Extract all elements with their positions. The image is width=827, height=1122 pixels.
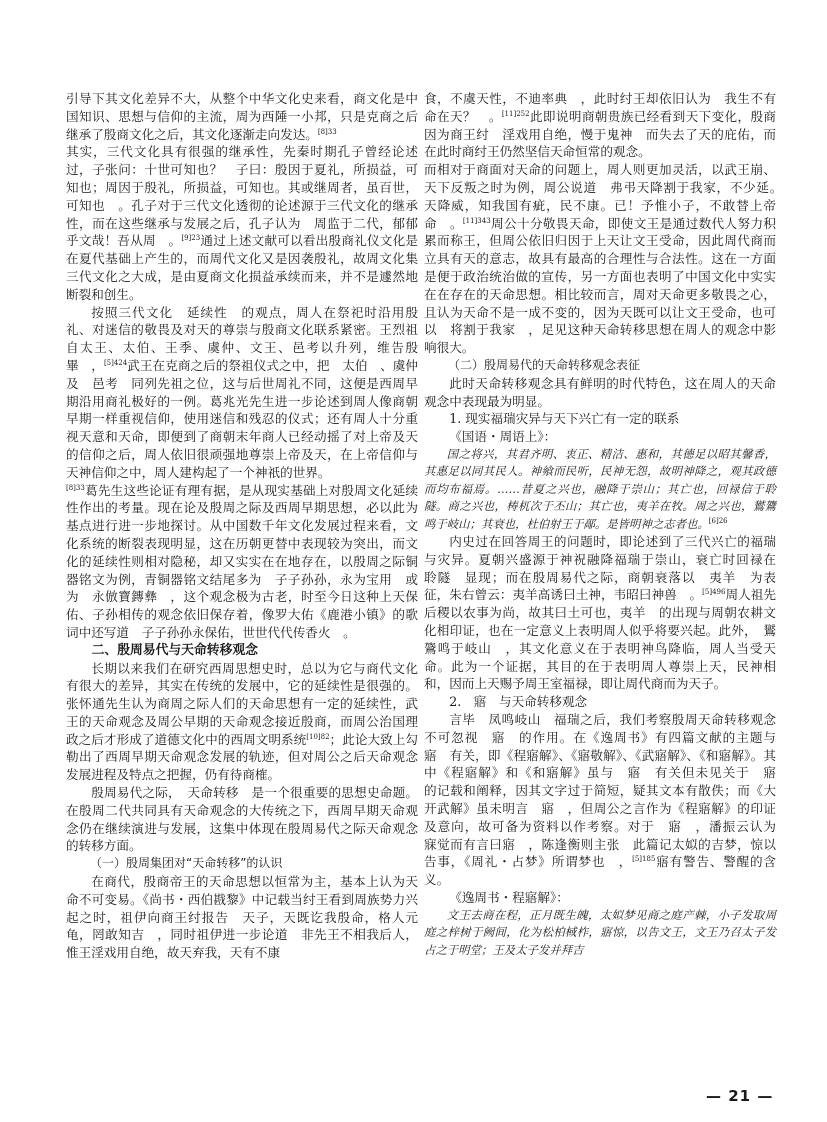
paragraph — [66, 482, 418, 642]
paragraph-text: 二、殷周易代与天命转移观念 — [91, 642, 258, 658]
paragraph — [424, 375, 776, 411]
section-heading — [424, 410, 776, 428]
paragraph — [66, 784, 418, 855]
citation-ref: [8]33 — [66, 483, 85, 492]
paragraph-text: 《逸周书・程寤解》： — [449, 889, 569, 905]
paragraph — [66, 143, 418, 303]
paragraph-text: 周人祖先后稷以农事为尚，故其曰土可也，夷羊 的出现与周朝农耕文化相印证，也在一定意义上表明周人似乎将要兴起。此外， 鸑鷟鸣于岐山 ，其文化意义在于表明神鸟降临，周人当受天命。此为一个证据，其目的在于表明周人尊崇上天，民神相和，因而上天赐予周王室福禄，即让周代商而为天子。 — [424, 587, 777, 692]
citation-ref: [5]424 — [103, 358, 128, 367]
paragraph-text: 《国语・周语上》： — [449, 429, 557, 445]
paragraph-text: 寤有警告、警醒的含义。 — [424, 854, 777, 888]
paragraph-text: 1. 现实福瑞灾异与天下兴亡有一定的联系 — [449, 411, 680, 427]
paragraph-text: 此即说明商朝贵族已经看到天下变化，殷商因为商王纣 淫戏用自绝，慢于鬼神 而失去了天的庇佑，而在此时商纣王仍然坚信天命恒常的观念。 — [424, 108, 777, 160]
citation-ref: [8]33 — [317, 127, 337, 136]
block-quote — [424, 446, 776, 533]
citation-ref: [11]252 — [501, 109, 530, 118]
citation-ref: [5]185 — [632, 855, 656, 864]
paragraph-text: 2. 寤 与天命转移观念 — [449, 694, 588, 710]
paragraph-text: ；此论大致上勾勒出了西周早期天命观念发展的轨迹，但对周公之后天命观念发展进程及特点之把握，仍有待商榷。 — [66, 731, 419, 783]
section-heading — [424, 357, 776, 375]
paragraph-text: 通过上述文献可以看出殷商礼仪文化是在夏代基础上产生的，而周代文化又是因袭殷礼，故周文化集三代文化之大成，是由夏商文化损益承续而来，并不是遽然地断裂和创生。 — [66, 233, 419, 302]
citation-ref: [11]343 — [462, 216, 491, 225]
paragraph-text: 长期以来我们在研究西周思想史时，总以为它与商代文化有很大的差异，其实在传统的发展中，它的延续性是很强的。张怀通先生认为商周之际人们的天命思想有一定的延续性，武王的天命观念及周公早期的天命观念接近殷商，而周公治国理政之后才形成了道德文化中的西周文明系统 — [66, 660, 418, 747]
paragraph-text: 其实，三代文化具有很强的继承性，先秦时期孔子曾经论述过，子张问：十世可知也？ 子曰：殷因于夏礼，所损益，可知也；周因于殷礼，所损益，可知也。其或继周者，虽百世，可知也 。孔子对于三代文化透彻的论述源于三代文化的继承性，而在这些继承与发展之后，孔子认为 周监于二代，郁郁乎文哉！吾从周 。 — [66, 144, 418, 249]
citation-ref: [10]82 — [306, 732, 330, 741]
paragraph-text: 国之将兴，其君齐明、衷正、精洁、惠和，其德足以昭其馨香，其惠足以同其民人。神飨而民听，民神无怨，故明神降之，观其政德而均布福焉。……昔夏之兴也，融降于崇山；其亡也，回禄信于聆隧。商之兴也，梼杌次于丕山；其亡也，夷羊在牧。周之兴也，鸑鷟鸣于岐山；其衰也，杜伯射王于鄗。是皆明神之志者也。 — [424, 446, 776, 531]
paragraph-text: 按照三代文化 延续性 的观点，周人在祭祀时沿用殷礼、对迷信的敬畏及对天的尊崇与殷商文化联系紧密。王烈祖自太王、太伯、王季、虞仲、文王、邑考以升列，维告殷畢 ， — [66, 304, 418, 373]
paragraph-text: 武王在克商之后的祭祖仪式之中，把 太伯 、虞仲 及 邑考 同列先祖之位，这与后世周礼不同，这便是西周早期沿用商礼极好的一例。葛兆光先生进一步论述到周人像商朝早期一样重视信仰，使用迷信和残忍的仪式；还有周人十分重视天意和天命，即便到了商朝末年商人已经动摇了对上帝及天的信仰之后，周人依旧很顽强地尊崇上帝及天，在上帝信仰与天神信仰之中，周人建构起了一个神祇的世界。 — [66, 357, 431, 480]
paragraph — [424, 90, 776, 161]
paragraph-text: 殷周易代之际， 天命转移 是一个很重要的思想史命题。在殷周二代共同具有天命观念的大传统之下，西周早期天命观念仍在继续演进与发展，这集中体现在殷周易代之际天命观念的转移方面。 — [66, 785, 418, 854]
paragraph — [424, 711, 789, 889]
paragraph-text: （二）殷周易代的天命转移观念表征 — [448, 357, 641, 372]
block-quote — [424, 907, 776, 959]
paragraph — [424, 161, 789, 357]
paragraph — [424, 533, 789, 693]
section-heading — [66, 855, 418, 873]
paragraph — [66, 90, 418, 143]
paragraph-text: 内史过在回答周王的问题时，即论述到了三代兴亡的福瑞与灾异。夏朝兴盛源于神祝融降福瑞于崇山，衰亡时回禄在 聆隧 显现；而在殷周易代之际，商朝衰落以 夷羊 为表征，朱右曾云：夷羊高诱曰土神，韦昭曰神兽 。 — [424, 533, 789, 603]
citation-ref: [9]23 — [181, 234, 201, 243]
page-number: — 21 — — [706, 1087, 774, 1105]
paragraph-text: 周公十分敬畏天命，即使文王是通过数代人努力积累而称王，但周公依旧归因于上天让文王受命，因此周代商而立具有天的意志，故具有最高的合理性与合法性。这在一方面是便于政治统治做的宣传，另一方面也表明了中国文化中实实在在存在的天命思想。相比较而言，周对天命更多敬畏之心，且认为天命不是一成不变的，因为天既可以让文王受命，也可以 将割于我家 ，足见这种天命转移思想在周人的观念中影响很大。 — [424, 215, 777, 356]
paragraph — [66, 873, 418, 962]
section-heading — [424, 889, 776, 907]
paragraph — [66, 660, 418, 785]
paragraph-text: 而相对于商面对天命的问题上，周人则更加灵活，以武王崩、天下反叛之时为例，周公说道 弗弔天降割于我家，不少延。 天降威，知我国有疵，民不康。已！予惟小子，不敢替上帝命 。 — [424, 162, 789, 231]
paragraph-text: 此时天命转移观念具有鲜明的时代特色，这在周人的天命观念中表现最为明显。 — [424, 375, 776, 409]
paragraph-text: 引导下其文化差异不大，从整个中华文化史来看，商文化是中国知识、思想与信仰的主流，周为西陲一小邦，只是克商之后继承了殷商文化之后，其文化逐渐走向发达。 — [66, 91, 418, 142]
citation-ref: [5]496 — [702, 588, 726, 597]
paragraph-text: 在商代，殷商帝王的天命思想以恒常为主，基本上认为天命不可变易。《尚书・西伯戡黎》中记载当纣王看到周族势力兴起之时，祖伊向商王纣报告 天子，天既讫我殷命，格人元龟，罔敢知吉 ，同时祖伊进一步论道 非先王不相我后人，惟王淫戏用自绝，故天弃我，天有不康 — [66, 874, 418, 961]
paragraph-text: 葛先生这些论证有理有据，是从现实基础上对殷周文化延续性作出的考量。现在论及殷周之际及西周早期思想，必以此为基点进行进一步地探讨。从中国数千年文化发展过程来看，文化系统的断裂表现明显，这在历朝更替中表现较为突出，而文化的延续性则相对隐秘，却又实实在在地存在，以殷周之际铜器铭文为例，青铜器铭文结尾多为 子子孙孙，永为宝用 或为 永倣寶鏄彝 ，这个观念极为古老，时至今日这种上天保佑、子孙相传的观念依旧保存着，像罗大佑《鹿港小镇》的歌词中还写道 子子孙孙永保佑，世世代代传香火 。 — [66, 482, 418, 640]
paragraph-text: （一）殷周集团对“天命转移”的认识 — [90, 856, 283, 871]
section-heading — [66, 642, 418, 660]
paragraph-text: 言毕 凤鸣岐山 福瑞之后，我们考察殷周天命转移观念不可忽视 寤 的作用。在《逸周书》有四篇文献的主题与 寤 有关，即《程寤解》、《寤敬解》、《武寤解》、《和寤解》。其中《程寤解》和《和寤解》虽与 寤 有关但未见关于 寤 的记载和阐释，因其文字过于简短，疑其文本有散佚；而《大开武解》虽未明言 寤 ，但周公之言作为《程寤解》的印证及意向，故可备为资料以作考察。对于 寤 ，潘振云认为 寐觉而有言曰寤 ，陈逢衡则主张 此篇记太姒的吉梦，惊以告事，《周礼・占梦》所谓梦也 ， — [424, 711, 789, 870]
section-heading — [424, 428, 776, 446]
right-column — [424, 90, 789, 959]
left-column — [66, 90, 431, 962]
paragraph — [66, 304, 431, 482]
paragraph-text: 文王去商在程，正月既生魄，太姒梦见商之庭产棘，小子发取周庭之梓树于阙间，化为松柏棫柞，寤惊，以告文王，文王乃召太子发占之于明堂；王及太子发并拜吉 — [424, 907, 776, 957]
citation-ref: [6]26 — [708, 516, 728, 525]
section-heading — [424, 693, 776, 711]
paragraph-text: 食，不虞天性，不迪率典 ，此时纣王却依旧认为 我生不有命在天？ 。 — [424, 91, 776, 124]
